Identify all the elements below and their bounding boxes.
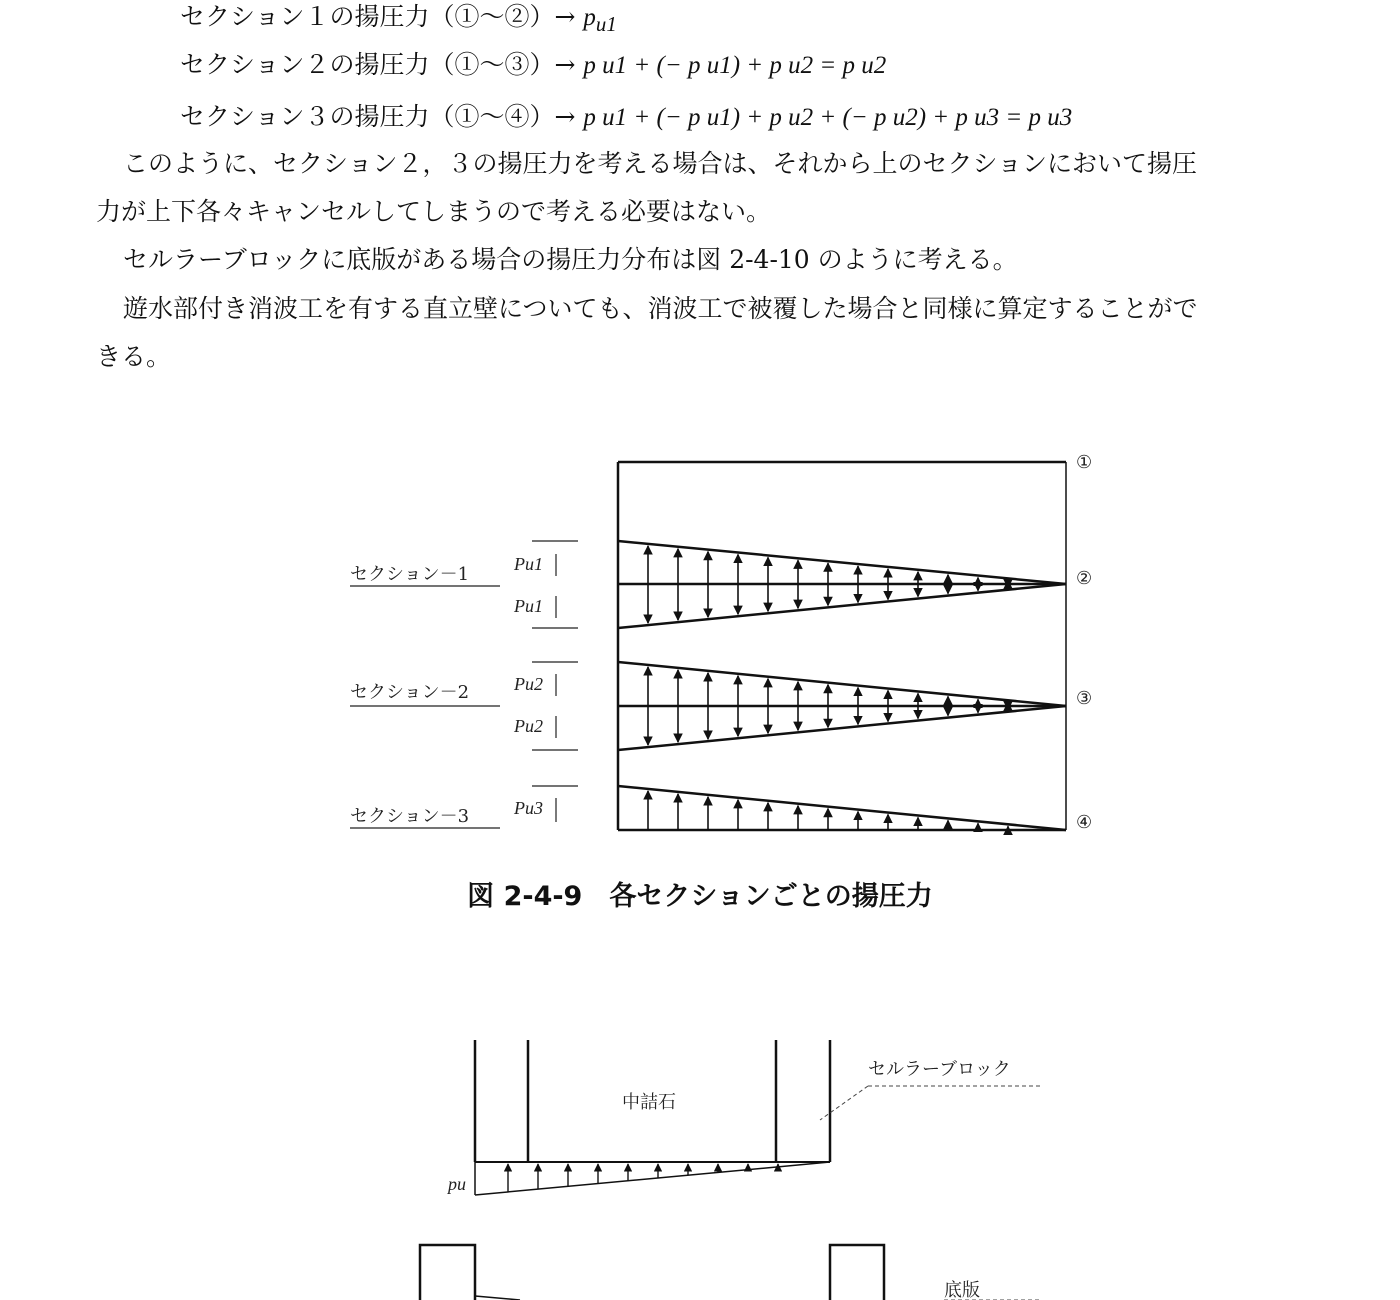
line-section1: セクション１の揚圧力（①～②）→ $p_{u1}$ bbox=[180, 2, 617, 36]
pressure-scale bbox=[513, 541, 578, 822]
section1-label: セクション－1 bbox=[350, 564, 470, 585]
cellular-block-label: セルラーブロック bbox=[868, 1059, 1011, 1080]
figure1-caption: 図 2-4-9 各セクションごとの揚圧力 bbox=[467, 881, 933, 912]
marker-3: ③ bbox=[1076, 688, 1093, 709]
paragraph-2: セルラーブロックに底版がある場合の揚圧力分布は図 2-4-10 のように考える。 bbox=[123, 245, 1018, 274]
marker-4: ④ bbox=[1076, 812, 1093, 833]
paragraph-1a: このように、セクション２，３の揚圧力を考える場合は、それから上のセクションにおいて揚圧 bbox=[123, 149, 1198, 178]
paragraph-3b: きる。 bbox=[96, 342, 172, 371]
figure2-pressure-label: pu bbox=[448, 1174, 466, 1194]
pressure-label-pu1-upper: Pu1 bbox=[514, 554, 543, 574]
pressure-label-pu3: Pu3 bbox=[514, 798, 543, 818]
section3-label: セクション－3 bbox=[350, 806, 470, 827]
figure1-diagram bbox=[350, 452, 1092, 833]
line-section3: セクション３の揚圧力（①～④）→ p u1 + (− p u1) + p u2 + (− p u2) + p u3 = p u3 bbox=[180, 102, 1073, 131]
section1-triangles bbox=[618, 541, 1066, 628]
marker-2: ② bbox=[1076, 568, 1093, 589]
line1-expr: p bbox=[583, 4, 596, 31]
line2-expr: p u1 + (− p u1) + p u2 = p u2 bbox=[583, 52, 887, 79]
figure1-arrows bbox=[648, 546, 1008, 830]
line3-expr: p u1 + (− p u1) + p u2 + (− p u2) + p u3 = p u3 bbox=[583, 104, 1073, 131]
pressure-label-pu2-upper: Pu2 bbox=[514, 674, 543, 694]
paragraph-1b: 力が上下各々キャンセルしてしまうので考える必要はない。 bbox=[96, 197, 772, 226]
section2-label: セクション－2 bbox=[350, 682, 470, 703]
section2-triangles bbox=[618, 662, 1066, 750]
pressure-label-pu2-lower: Pu2 bbox=[514, 716, 543, 736]
paragraph-3a: 遊水部付き消波工を有する直立壁についても、消波工で被覆した場合と同様に算定することがで bbox=[123, 294, 1198, 323]
base-slab-label: 底版 bbox=[944, 1280, 980, 1300]
line-section2: セクション２の揚圧力（①～③）→ p u1 + (− p u1) + p u2 = p u2 bbox=[180, 50, 887, 79]
section3-triangle bbox=[618, 786, 1066, 830]
marker-1: ① bbox=[1076, 452, 1093, 473]
pressure-label-pu1-lower: Pu1 bbox=[514, 596, 543, 616]
figure2-diagram bbox=[420, 1040, 1040, 1300]
fill-stone-label: 中詰石 bbox=[622, 1092, 676, 1113]
